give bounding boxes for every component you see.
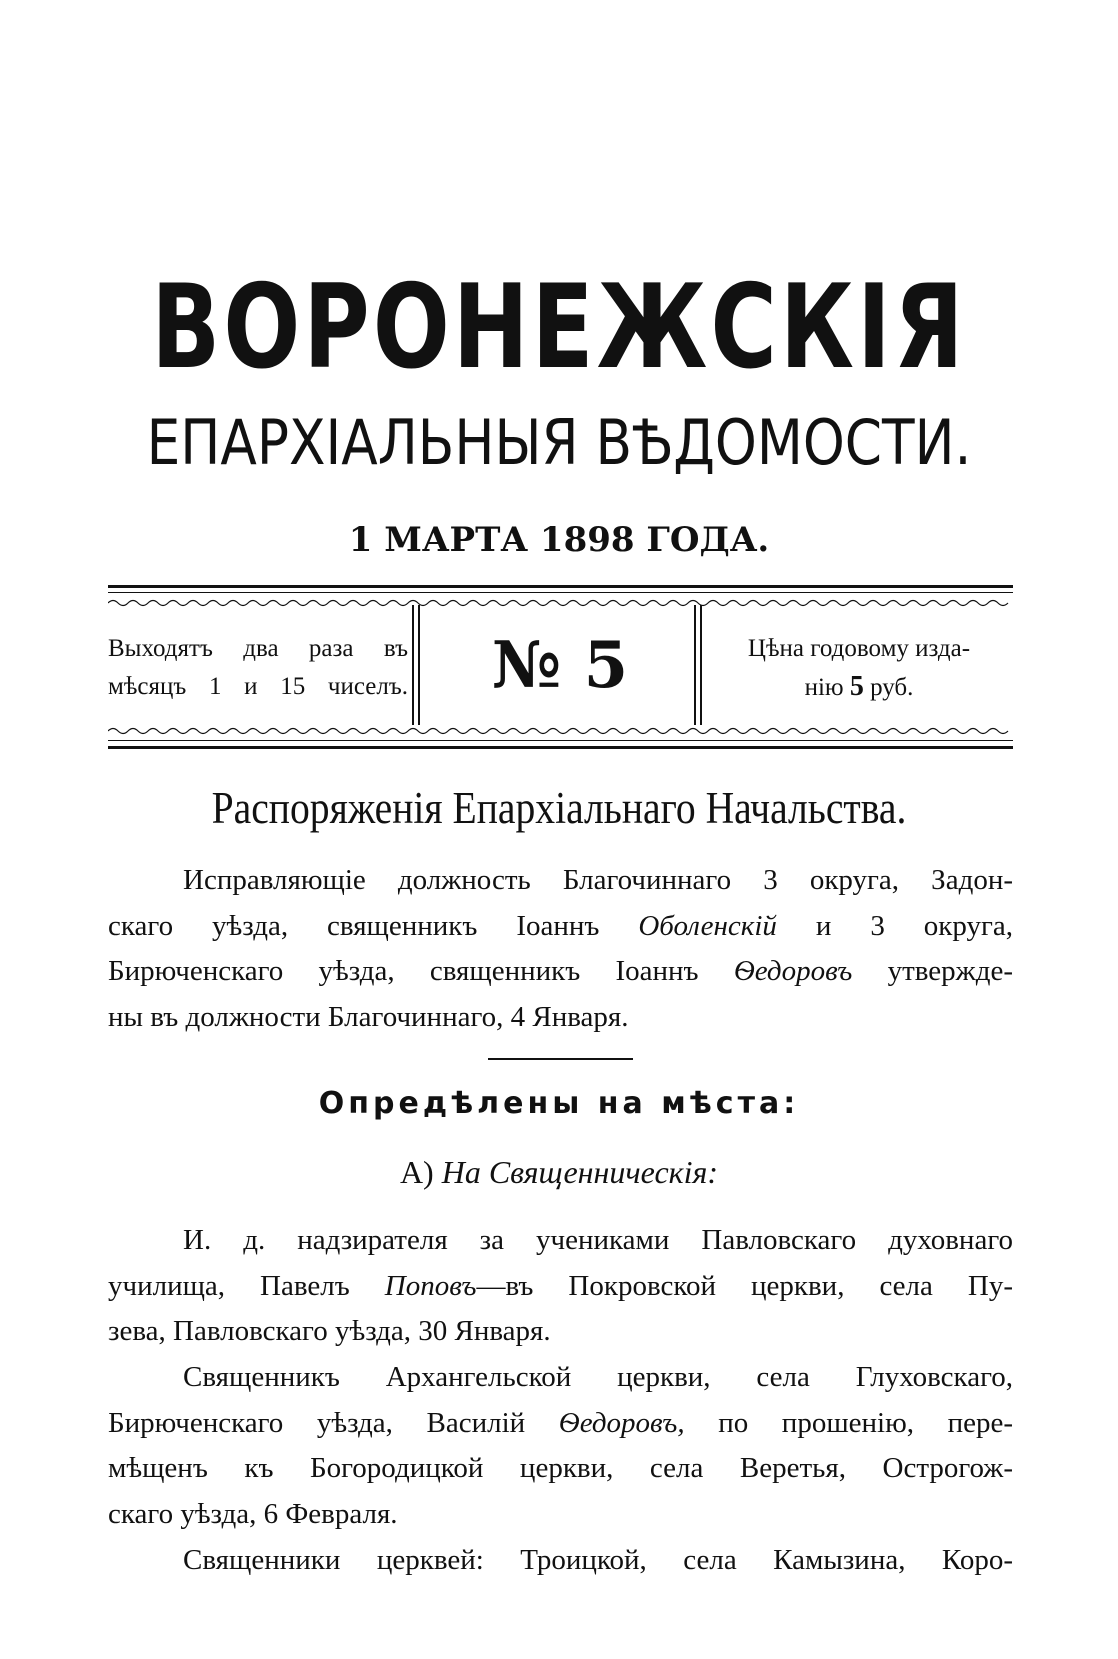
text-span: Бирюченскаго уѣзда, Василій: [108, 1406, 526, 1439]
paragraph-priests: [108, 1538, 1013, 1584]
text-span: утвержде-: [887, 955, 1013, 987]
section-title: Распоряженія Епархіальнаго Начальства.: [211, 783, 907, 833]
surname: Ѳедоровъ: [733, 955, 853, 987]
text-span: училища, Павелъ: [108, 1269, 350, 1302]
frequency-line-2: мѣсяцъ 1 и 15 чиселъ.: [108, 673, 408, 700]
price-unit: руб.: [870, 674, 914, 701]
text-span: Бирюченскаго уѣзда, священникъ Іоаннъ: [108, 955, 699, 987]
subscription-price: [705, 630, 1013, 707]
paragraph-line: Исправляющіе должность Благочиннаго 3 округа, Задон-: [183, 864, 1013, 896]
surname: Ѳедоровъ,: [558, 1406, 685, 1439]
paragraph-line: Священники церквей: Троицкой, села Камызина, Коро-: [183, 1544, 1013, 1576]
top-wavy-rule: [108, 598, 1013, 608]
price-line-2-pre: нію: [804, 674, 844, 701]
bottom-thin-rule: [108, 740, 1013, 741]
subsection-a-label: А): [399, 1154, 434, 1190]
surname: Поповъ: [384, 1269, 477, 1302]
masthead-divider-left-1: [412, 605, 414, 725]
subsection-heading: Опредѣлены на мѣста:: [318, 1086, 800, 1121]
surname: Оболенскій: [638, 909, 777, 942]
paragraph-fedorov: [108, 1355, 1013, 1537]
top-thick-rule: [108, 585, 1013, 588]
text-span: и 3 округа,: [815, 909, 1013, 942]
masthead-divider-right-2: [700, 605, 702, 725]
bottom-wavy-rule: [108, 726, 1013, 736]
issue-date: 1 МАРТА 1898 ГОДА.: [348, 520, 770, 560]
paragraph-popov: [108, 1218, 1013, 1355]
paragraph-line: Священникъ Архангельской церкви, села Глуховскаго,: [183, 1361, 1013, 1393]
top-thin-rule: [108, 592, 1013, 593]
paragraph-deans: [108, 858, 1013, 1040]
subsection-a-heading: [0, 1150, 1118, 1194]
issue-number: № 5: [491, 628, 629, 703]
paragraph-line: зева, Павловскаго уѣзда, 30 Января.: [108, 1315, 551, 1347]
publication-title: ВОРОНЕЖСКІЯ: [151, 260, 967, 395]
paragraph-line: И. д. надзирателя за учениками Павловскаго духовнаго: [183, 1224, 1013, 1256]
bottom-thick-rule: [108, 746, 1013, 749]
price-line-1: Цѣна годовому изда-: [747, 635, 971, 662]
paragraph-line: мѣщенъ къ Богородицкой церкви, села Веретья, Острогож-: [108, 1452, 1013, 1484]
price-amount: 5: [849, 671, 864, 702]
text-span: скаго уѣзда, священникъ Іоаннъ: [108, 909, 600, 942]
text-span: по прошенію, пере-: [718, 1406, 1014, 1439]
text-span: —въ Покровской церкви, села Пу-: [476, 1269, 1013, 1302]
publication-frequency: [108, 630, 408, 706]
paragraph-line: ны въ должности Благочиннаго, 4 Января.: [108, 1000, 629, 1033]
separator-rule: [488, 1058, 633, 1060]
subsection-a-title: На Священническія:: [441, 1154, 719, 1190]
publication-subtitle: ЕПАРХІАЛЬНЫЯ ВѢДОМОСТИ.: [146, 406, 972, 479]
paragraph-line: скаго уѣзда, 6 Февраля.: [108, 1497, 398, 1530]
frequency-line-1: Выходятъ два раза въ: [108, 635, 408, 662]
